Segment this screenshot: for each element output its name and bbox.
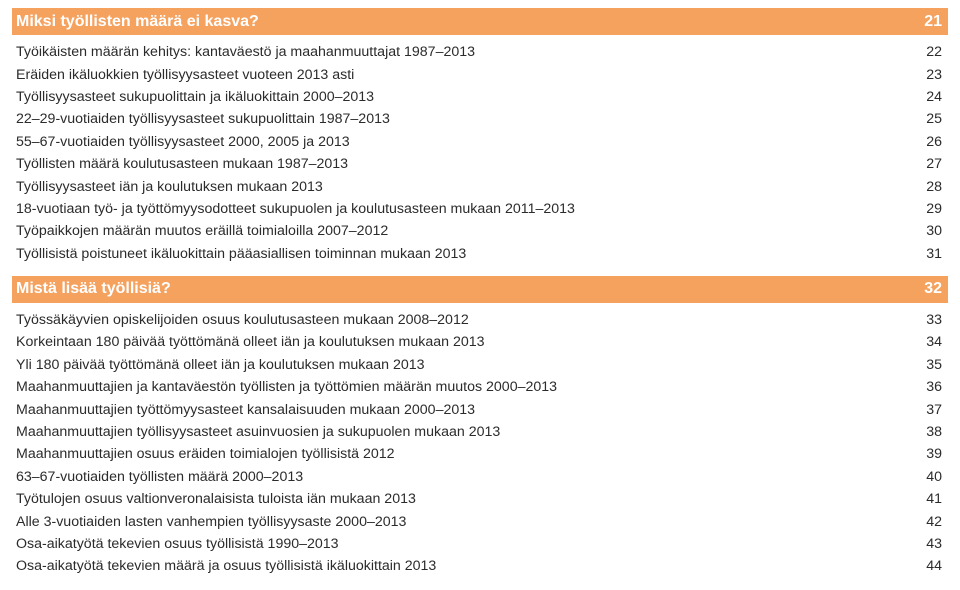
entry-page-number: 40: [926, 468, 942, 485]
entry-page-number: 37: [926, 401, 942, 418]
entry-page-number: 36: [926, 379, 942, 396]
toc-entry[interactable]: [12, 488, 948, 510]
toc-entry[interactable]: [12, 421, 948, 443]
entry-page-number: 41: [926, 491, 942, 508]
toc-entry[interactable]: [12, 443, 948, 465]
entry-page-number: 34: [926, 334, 942, 351]
entry-page-number: 30: [926, 223, 942, 240]
entry-page-number: 33: [926, 312, 942, 329]
section-header[interactable]: [12, 8, 948, 35]
toc-section-more-employed: [12, 276, 948, 578]
toc-entry[interactable]: [12, 376, 948, 398]
entry-page-number: 39: [926, 446, 942, 463]
entry-title: Työtulojen osuus valtionveronalaisista tuloista iän mukaan 2013: [16, 491, 416, 508]
entry-title: 22–29-vuotiaiden työllisyysasteet sukupuolittain 1987–2013: [16, 111, 390, 128]
entry-title: Työllisyysasteet iän ja koulutuksen mukaan 2013: [16, 178, 323, 195]
entry-page-number: 35: [926, 356, 942, 373]
entry-page-number: 24: [926, 88, 942, 105]
toc-entry[interactable]: [12, 398, 948, 420]
entry-title: 63–67-vuotiaiden työllisten määrä 2000–2013: [16, 468, 304, 485]
entry-title: Eräiden ikäluokkien työllisyysasteet vuoteen 2013 asti: [16, 66, 355, 83]
entry-title: Maahanmuuttajien ja kantaväestön työllisten ja työttömien määrän muutos 2000–2013: [16, 379, 558, 396]
entry-title: Alle 3-vuotiaiden lasten vanhempien työllisyysaste 2000–2013: [16, 513, 407, 530]
toc-entry[interactable]: [12, 466, 948, 488]
entry-page-number: 29: [926, 200, 942, 217]
entry-page-number: 25: [926, 111, 942, 128]
entry-title: Työssäkäyvien opiskelijoiden osuus koulutusasteen mukaan 2008–2012: [16, 312, 469, 329]
entry-page-number: 28: [926, 178, 942, 195]
section-entries: [12, 303, 948, 578]
entry-title: Maahanmuuttajien työttömyysasteet kansalaisuuden mukaan 2000–2013: [16, 401, 476, 418]
entry-page-number: 38: [926, 424, 942, 441]
section-title: Miksi työllisten määrä ei kasva?: [16, 12, 259, 30]
entry-page-number: 43: [926, 536, 942, 552]
toc-entry[interactable]: [12, 533, 948, 555]
toc-entry[interactable]: [12, 510, 948, 532]
toc-entry[interactable]: [12, 243, 948, 265]
entry-page-number: 27: [926, 156, 942, 173]
entry-title: Työllisistä poistuneet ikäluokittain pääasiallisen toiminnan mukaan 2013: [16, 245, 467, 262]
entry-page-number: 23: [926, 66, 942, 83]
toc-entry[interactable]: [12, 153, 948, 175]
entry-title: Maahanmuuttajien työllisyysasteet asuinvuosien ja sukupuolen mukaan 2013: [16, 424, 501, 441]
table-of-contents: [12, 8, 948, 578]
toc-entry[interactable]: [12, 86, 948, 108]
entry-page-number: 42: [926, 513, 942, 530]
toc-entry[interactable]: [12, 63, 948, 85]
entry-title: Osa-aikatyötä tekevien määrä ja osuus työllisistä ikäluokittain 2013: [16, 558, 437, 575]
toc-entry[interactable]: [12, 175, 948, 197]
section-entries: [12, 35, 948, 265]
section-header[interactable]: [12, 276, 948, 303]
entry-page-number: 44: [926, 558, 942, 575]
toc-entry[interactable]: [12, 354, 948, 376]
section-page-number: 21: [924, 12, 942, 30]
entry-title: Työpaikkojen määrän muutos eräillä toimialoilla 2007–2012: [16, 223, 389, 240]
entry-title: Yli 180 päivää työttömänä olleet iän ja koulutuksen mukaan 2013: [16, 356, 425, 373]
entry-title: Työllisten määrä koulutusasteen mukaan 1987–2013: [16, 156, 349, 173]
entry-title: 55–67-vuotiaiden työllisyysasteet 2000, 2005 ja 2013: [16, 133, 350, 150]
entry-title: Työllisyysasteet sukupuolittain ja ikäluokittain 2000–2013: [16, 88, 375, 105]
entry-page-number: 26: [926, 133, 942, 150]
toc-entry[interactable]: [12, 41, 948, 63]
toc-entry[interactable]: [12, 220, 948, 242]
section-page-number: 32: [924, 280, 942, 298]
entry-title: Työikäisten määrän kehitys: kantaväestö ja maahanmuuttajat 1987–2013: [16, 44, 476, 61]
entry-page-number: 31: [926, 245, 942, 262]
entry-page-number: 22: [926, 44, 942, 61]
toc-entry[interactable]: [12, 108, 948, 130]
toc-entry[interactable]: [12, 331, 948, 353]
entry-title: Maahanmuuttajien osuus eräiden toimialojen työllisistä 2012: [16, 446, 395, 463]
toc-section-why-employment: [12, 8, 948, 265]
toc-entry[interactable]: [12, 198, 948, 220]
entry-title: Korkeintaan 180 päivää työttömänä olleet iän ja koulutuksen mukaan 2013: [16, 334, 485, 351]
entry-title: 18-vuotiaan työ- ja työttömyysodotteet sukupuolen ja koulutusasteen mukaan 2011–2013: [16, 200, 575, 217]
toc-entry[interactable]: [12, 555, 948, 577]
section-title: Mistä lisää työllisiä?: [16, 280, 171, 298]
entry-title: Osa-aikatyötä tekevien osuus työllisistä 1990–2013: [16, 536, 339, 552]
toc-entry[interactable]: [12, 309, 948, 331]
toc-entry[interactable]: [12, 131, 948, 153]
